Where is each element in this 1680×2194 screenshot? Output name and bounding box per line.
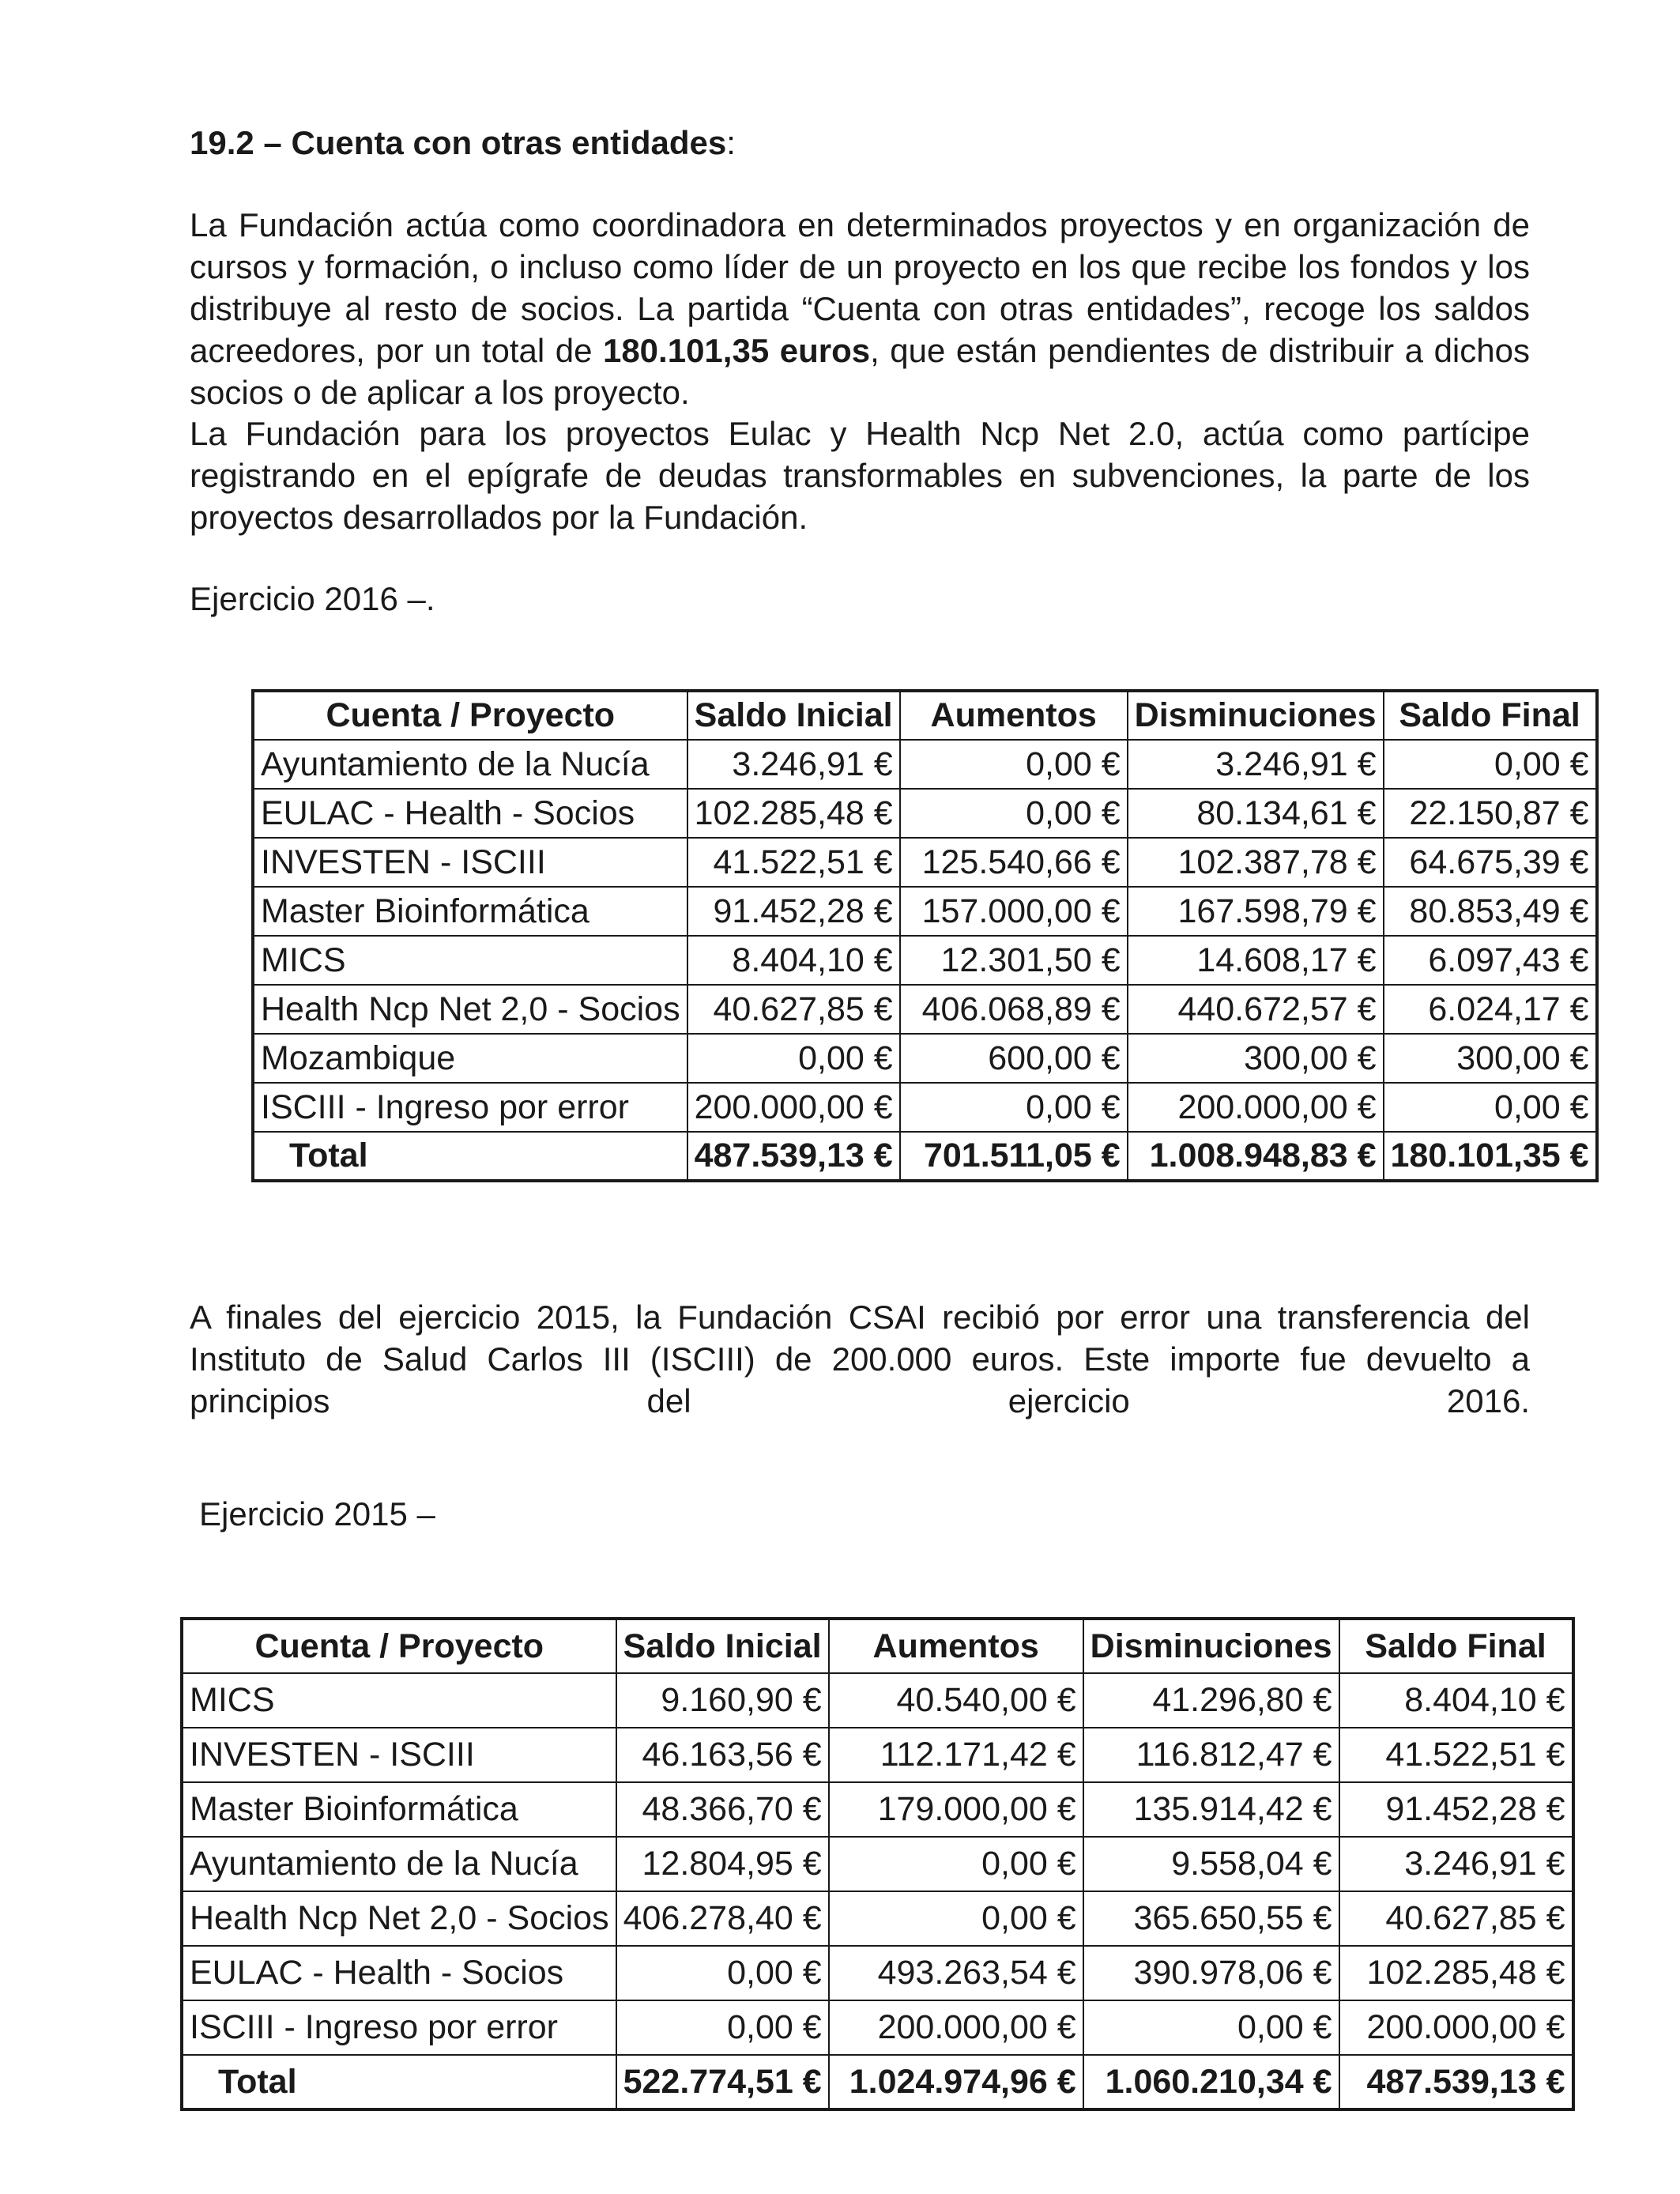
- cell-cuenta: Health Ncp Net 2,0 - Socios: [182, 1891, 616, 1946]
- cell-aumentos: 200.000,00 €: [829, 2000, 1083, 2055]
- table-row: [182, 1782, 1573, 1837]
- cell-saldo-inicial: 41.522,51 €: [687, 838, 900, 887]
- cell-cuenta: EULAC - Health - Socios: [182, 1946, 616, 2000]
- header-disminuciones: Disminuciones: [1128, 691, 1384, 740]
- ejercicio-2015-label: Ejercicio 2015 –: [199, 1495, 435, 1532]
- cell-cuenta: Mozambique: [253, 1034, 687, 1083]
- table-total-row: [253, 1132, 1597, 1181]
- cell-cuenta: MICS: [253, 936, 687, 985]
- total-amount-highlight: 180.101,35 euros: [602, 332, 871, 369]
- total-saldo-final: 180.101,35 €: [1384, 1132, 1597, 1181]
- cell-saldo-final: 300,00 €: [1384, 1034, 1597, 1083]
- cell-saldo-inicial: 0,00 €: [687, 1034, 900, 1083]
- cell-cuenta: Ayuntamiento de la Nucía: [253, 740, 687, 789]
- table-row: [253, 740, 1597, 789]
- cell-saldo-final: 3.246,91 €: [1339, 1837, 1573, 1891]
- cell-saldo-inicial: 0,00 €: [616, 2000, 829, 2055]
- total-label: Total: [253, 1132, 687, 1181]
- cell-saldo-final: 8.404,10 €: [1339, 1673, 1573, 1728]
- table-row: [182, 2000, 1573, 2055]
- cell-saldo-inicial: 3.246,91 €: [687, 740, 900, 789]
- total-saldo-final: 487.539,13 €: [1339, 2055, 1573, 2109]
- cell-disminuciones: 390.978,06 €: [1083, 1946, 1339, 2000]
- cell-disminuciones: 300,00 €: [1128, 1034, 1384, 1083]
- cell-saldo-final: 41.522,51 €: [1339, 1728, 1573, 1782]
- cell-saldo-final: 80.853,49 €: [1384, 887, 1597, 936]
- cell-disminuciones: 3.246,91 €: [1128, 740, 1384, 789]
- header-disminuciones: Disminuciones: [1083, 1619, 1339, 1673]
- header-saldo-inicial: Saldo Inicial: [616, 1619, 829, 1673]
- cell-aumentos: 0,00 €: [829, 1837, 1083, 1891]
- cell-saldo-final: 200.000,00 €: [1339, 2000, 1573, 2055]
- cell-aumentos: 157.000,00 €: [900, 887, 1128, 936]
- cell-disminuciones: 0,00 €: [1083, 2000, 1339, 2055]
- paragraph-cuenta-otras-entidades: [190, 204, 1530, 413]
- table-row: [182, 1946, 1573, 2000]
- table-row: [253, 887, 1597, 936]
- paragraph-1-text-b: , que están pendientes de distribuir a dichos socios o de aplicar a los proyecto.: [190, 332, 1530, 411]
- cell-aumentos: 600,00 €: [900, 1034, 1128, 1083]
- cell-disminuciones: 9.558,04 €: [1083, 1837, 1339, 1891]
- table-row: [182, 1728, 1573, 1782]
- cell-aumentos: 0,00 €: [900, 740, 1128, 789]
- header-saldo-final: Saldo Final: [1384, 691, 1597, 740]
- cell-saldo-inicial: 12.804,95 €: [616, 1837, 829, 1891]
- cell-disminuciones: 80.134,61 €: [1128, 789, 1384, 838]
- total-aumentos: 701.511,05 €: [900, 1132, 1128, 1181]
- cell-saldo-inicial: 9.160,90 €: [616, 1673, 829, 1728]
- cell-aumentos: 40.540,00 €: [829, 1673, 1083, 1728]
- total-saldo-inicial: 522.774,51 €: [616, 2055, 829, 2109]
- cell-aumentos: 0,00 €: [829, 1891, 1083, 1946]
- cell-saldo-final: 91.452,28 €: [1339, 1782, 1573, 1837]
- header-saldo-final: Saldo Final: [1339, 1619, 1573, 1673]
- cell-cuenta: ISCIII - Ingreso por error: [253, 1083, 687, 1132]
- header-aumentos: Aumentos: [829, 1619, 1083, 1673]
- cell-saldo-inicial: 8.404,10 €: [687, 936, 900, 985]
- paragraph-transferencia-error: A finales del ejercicio 2015, la Fundación CSAI recibió por error una transferencia del Instituto de Salud Carlos III (ISCIII) de 200.000 euros. Este importe fue devuelto a principios del ejercicio 2016.: [190, 1299, 1530, 1419]
- cell-saldo-final: 0,00 €: [1384, 1083, 1597, 1132]
- cell-saldo-inicial: 200.000,00 €: [687, 1083, 900, 1132]
- table-row: [253, 985, 1597, 1034]
- cell-cuenta: EULAC - Health - Socios: [253, 789, 687, 838]
- table-row: [253, 936, 1597, 985]
- cell-cuenta: Ayuntamiento de la Nucía: [182, 1837, 616, 1891]
- table-row: [253, 789, 1597, 838]
- cell-aumentos: 0,00 €: [900, 789, 1128, 838]
- cell-saldo-final: 64.675,39 €: [1384, 838, 1597, 887]
- table-header-row: [253, 691, 1597, 740]
- cell-aumentos: 125.540,66 €: [900, 838, 1128, 887]
- cell-disminuciones: 167.598,79 €: [1128, 887, 1384, 936]
- table-ejercicio-2015: [180, 1617, 1575, 2111]
- cell-cuenta: INVESTEN - ISCIII: [182, 1728, 616, 1782]
- cell-saldo-final: 102.285,48 €: [1339, 1946, 1573, 2000]
- cell-cuenta: ISCIII - Ingreso por error: [182, 2000, 616, 2055]
- total-disminuciones: 1.060.210,34 €: [1083, 2055, 1339, 2109]
- table-row: [253, 1083, 1597, 1132]
- cell-aumentos: 12.301,50 €: [900, 936, 1128, 985]
- cell-aumentos: 112.171,42 €: [829, 1728, 1083, 1782]
- table-row: [253, 838, 1597, 887]
- cell-disminuciones: 102.387,78 €: [1128, 838, 1384, 887]
- cell-saldo-inicial: 0,00 €: [616, 1946, 829, 2000]
- table-row: [182, 1673, 1573, 1728]
- cell-saldo-inicial: 406.278,40 €: [616, 1891, 829, 1946]
- table-header-row: [182, 1619, 1573, 1673]
- cell-saldo-final: 22.150,87 €: [1384, 789, 1597, 838]
- cell-disminuciones: 14.608,17 €: [1128, 936, 1384, 985]
- cell-cuenta: INVESTEN - ISCIII: [253, 838, 687, 887]
- cell-aumentos: 406.068,89 €: [900, 985, 1128, 1034]
- table-row: [182, 1891, 1573, 1946]
- cell-disminuciones: 116.812,47 €: [1083, 1728, 1339, 1782]
- cell-cuenta: MICS: [182, 1673, 616, 1728]
- cell-saldo-final: 6.024,17 €: [1384, 985, 1597, 1034]
- cell-saldo-inicial: 48.366,70 €: [616, 1782, 829, 1837]
- cell-aumentos: 179.000,00 €: [829, 1782, 1083, 1837]
- cell-saldo-inicial: 46.163,56 €: [616, 1728, 829, 1782]
- ejercicio-2016-label: Ejercicio 2016 –.: [190, 580, 435, 617]
- cell-saldo-final: 0,00 €: [1384, 740, 1597, 789]
- table-row: [182, 1837, 1573, 1891]
- header-saldo-inicial: Saldo Inicial: [687, 691, 900, 740]
- cell-saldo-final: 6.097,43 €: [1384, 936, 1597, 985]
- cell-cuenta: Master Bioinformática: [253, 887, 687, 936]
- section-heading-text: 19.2 – Cuenta con otras entidades: [190, 124, 727, 161]
- cell-aumentos: 0,00 €: [900, 1083, 1128, 1132]
- cell-aumentos: 493.263,54 €: [829, 1946, 1083, 2000]
- table-ejercicio-2016: [251, 689, 1599, 1182]
- header-cuenta-proyecto: Cuenta / Proyecto: [182, 1619, 616, 1673]
- cell-cuenta: Health Ncp Net 2,0 - Socios: [253, 985, 687, 1034]
- paragraph-participe: La Fundación para los proyectos Eulac y Health Ncp Net 2.0, actúa como partícipe registrando en el epígrafe de deudas transformables en subvenciones, la parte de los proyectos desarrollados por la Fundación.: [190, 415, 1530, 536]
- cell-disminuciones: 365.650,55 €: [1083, 1891, 1339, 1946]
- cell-saldo-inicial: 40.627,85 €: [687, 985, 900, 1034]
- cell-disminuciones: 200.000,00 €: [1128, 1083, 1384, 1132]
- cell-saldo-final: 40.627,85 €: [1339, 1891, 1573, 1946]
- cell-cuenta: Master Bioinformática: [182, 1782, 616, 1837]
- cell-saldo-inicial: 102.285,48 €: [687, 789, 900, 838]
- table-row: [253, 1034, 1597, 1083]
- cell-saldo-inicial: 91.452,28 €: [687, 887, 900, 936]
- cell-disminuciones: 135.914,42 €: [1083, 1782, 1339, 1837]
- paragraph-1-text-a: La Fundación actúa como coordinadora en determinados proyectos y en organización de cursos y formación, o incluso como líder de un proyecto en los que recibe los fondos y los distribuye al resto de socios. La partida “Cuenta con otras entidades”, recoge los saldos acreedores, por un total de: [190, 206, 1530, 369]
- header-cuenta-proyecto: Cuenta / Proyecto: [253, 691, 687, 740]
- section-heading-colon: :: [726, 124, 736, 161]
- total-disminuciones: 1.008.948,83 €: [1128, 1132, 1384, 1181]
- cell-disminuciones: 41.296,80 €: [1083, 1673, 1339, 1728]
- cell-disminuciones: 440.672,57 €: [1128, 985, 1384, 1034]
- total-label: Total: [182, 2055, 616, 2109]
- total-aumentos: 1.024.974,96 €: [829, 2055, 1083, 2109]
- total-saldo-inicial: 487.539,13 €: [687, 1132, 900, 1181]
- section-heading: [190, 122, 1530, 164]
- header-aumentos: Aumentos: [900, 691, 1128, 740]
- table-total-row: [182, 2055, 1573, 2109]
